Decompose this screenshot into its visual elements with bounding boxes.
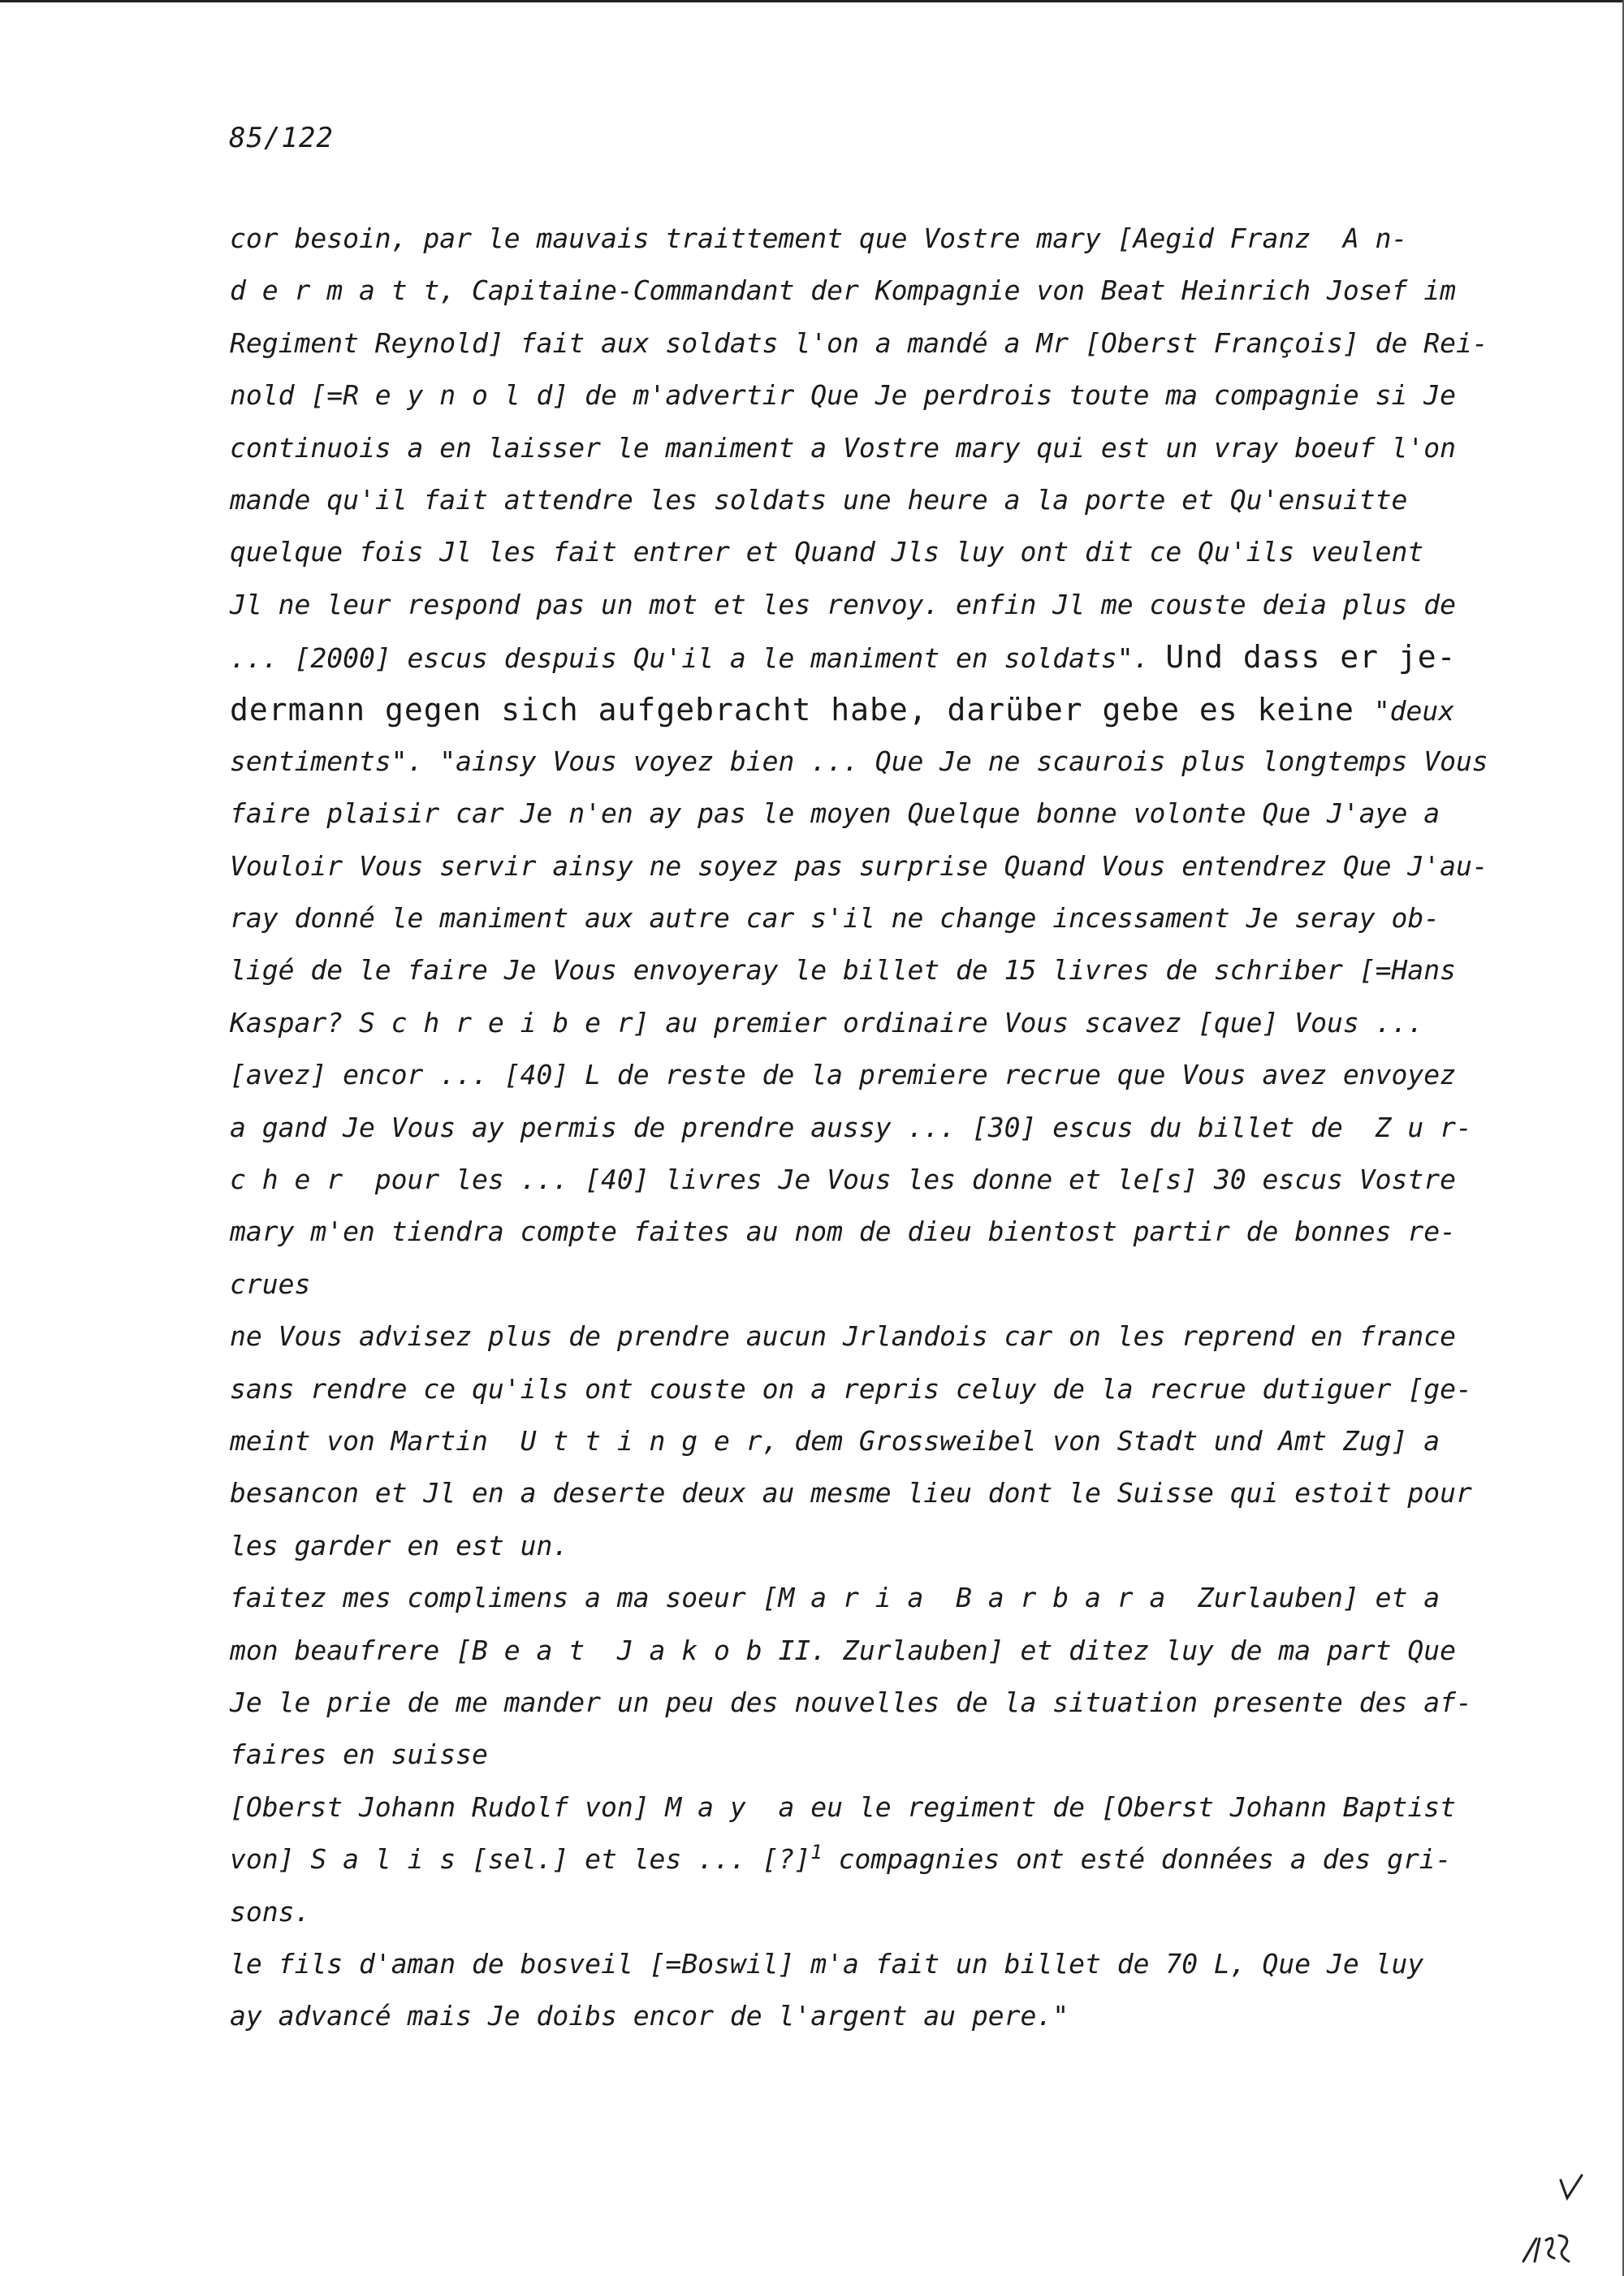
text-line (230, 631, 1513, 683)
text-line: le fils d'aman de bosveil [=Boswil] m'a fait un billet de 70 L, Que Je luy (230, 1947, 1424, 1980)
text-line: mary m'en tiendra compte faites au nom de dieu bientost partir de bonnes re- (230, 1216, 1456, 1248)
text-line: Jl ne leur respond pas un mot et les renvoy. enfin Jl me couste deia plus de (230, 588, 1456, 620)
upright-text: Und dass er je- (1165, 639, 1457, 676)
italic-text: "deux (1373, 694, 1455, 727)
text-line: quelque fois Jl les fait entrer et Quand Jls luy ont dit ce Qu'ils veulent (230, 536, 1424, 568)
italic-text: von] S a l i s [sel.] et les ... [?] (230, 1843, 811, 1876)
text-line: mon beaufrere [B e a t J a k o b II. Zurlauben] et ditez luy de ma part Que (230, 1634, 1456, 1666)
italic-text: ... [2000] escus despuis Qu'il a le maniment en soldats". (230, 642, 1166, 675)
text-line: c h e r pour les ... [40] livres Je Vous les donne et le[s] 30 escus Vostre (230, 1164, 1456, 1196)
document-body (230, 213, 1513, 2043)
text-line: a gand Je Vous ay permis de prendre aussy ... [30] escus du billet de Z u r- (230, 1111, 1472, 1143)
text-line: faires en suisse (230, 1738, 488, 1771)
text-line: sans rendre ce qu'ils ont couste on a repris celuy de la recrue dutiguer [ge- (230, 1372, 1472, 1405)
footnote-marker: 1 (810, 1841, 823, 1864)
text-line (230, 1833, 1513, 1885)
text-line: ligé de le faire Je Vous envoyeray le billet de 15 livres de schriber [=Hans (230, 954, 1456, 987)
text-line: meint von Martin U t t i n g e r, dem Grossweibel von Stadt und Amt Zug] a (230, 1424, 1440, 1457)
text-line: faitez mes complimens a ma soeur [M a r i a B a r b a r a Zurlauben] et a (230, 1582, 1440, 1614)
text-line: sons. (230, 1895, 311, 1928)
text-line: sentiments". "ainsy Vous voyez bien ... Que Je ne scaurois plus longtemps Vous (230, 745, 1488, 777)
text-line: d e r m a t t, Capitaine-Commandant der Kompagnie von Beat Heinrich Josef im (230, 274, 1456, 307)
text-line: [Oberst Johann Rudolf von] M a y a eu le regiment de [Oberst Johann Baptist (230, 1790, 1456, 1823)
text-line: mande qu'il fait attendre les soldats une heure a la porte et Qu'ensuitte (230, 483, 1408, 516)
text-line: cor besoin, par le mauvais traittement que Vostre mary [Aegid Franz A n- (230, 222, 1408, 254)
text-line: Vouloir Vous servir ainsy ne soyez pas surprise Quand Vous entendrez Que J'au- (230, 849, 1488, 882)
text-line: ne Vous advisez plus de prendre aucun Jrlandois car on les reprend en france (230, 1320, 1456, 1353)
page-number: 85/122 (229, 122, 334, 154)
top-border (0, 0, 1624, 2)
text-line: besancon et Jl en a deserte deux au mesme lieu dont le Suisse qui estoit pour (230, 1477, 1472, 1509)
text-line: crues (230, 1268, 311, 1300)
text-line: [avez] encor ... [40] L de reste de la premiere recrue que Vous avez envoyez (230, 1059, 1456, 1091)
text-line: continuois a en laisser le maniment a Vostre mary qui est un vray boeuf l'on (230, 431, 1456, 464)
text-line: ray donné le maniment aux autre car s'il ne change incessament Je seray ob- (230, 902, 1440, 935)
italic-text: compagnies ont esté données a des gri- (822, 1843, 1452, 1876)
text-line: Regiment Reynold] fait aux soldats l'on a mandé a Mr [Oberst François] de Rei- (230, 326, 1488, 359)
text-line: Kaspar? S c h r e i b e r] au premier ordinaire Vous scavez [que] Vous ... (230, 1006, 1424, 1039)
text-line: ay advancé mais Je doibs encor de l'argent au pere." (230, 2000, 1069, 2032)
handwritten-archive-mark (1518, 2170, 1592, 2268)
text-line: nold [=R e y n o l d] de m'advertir Que Je perdrois toute ma compagnie si Je (230, 379, 1456, 412)
text-line: faire plaisir car Je n'en ay pas le moyen Quelque bonne volonte Que J'aye a (230, 797, 1440, 830)
text-line (230, 684, 1513, 736)
text-line: Je le prie de me mander un peu des nouvelles de la situation presente des af- (230, 1686, 1472, 1718)
text-line: les garder en est un. (230, 1529, 569, 1561)
upright-text: dermann gegen sich aufgebracht habe, darüber gebe es keine (230, 691, 1374, 728)
